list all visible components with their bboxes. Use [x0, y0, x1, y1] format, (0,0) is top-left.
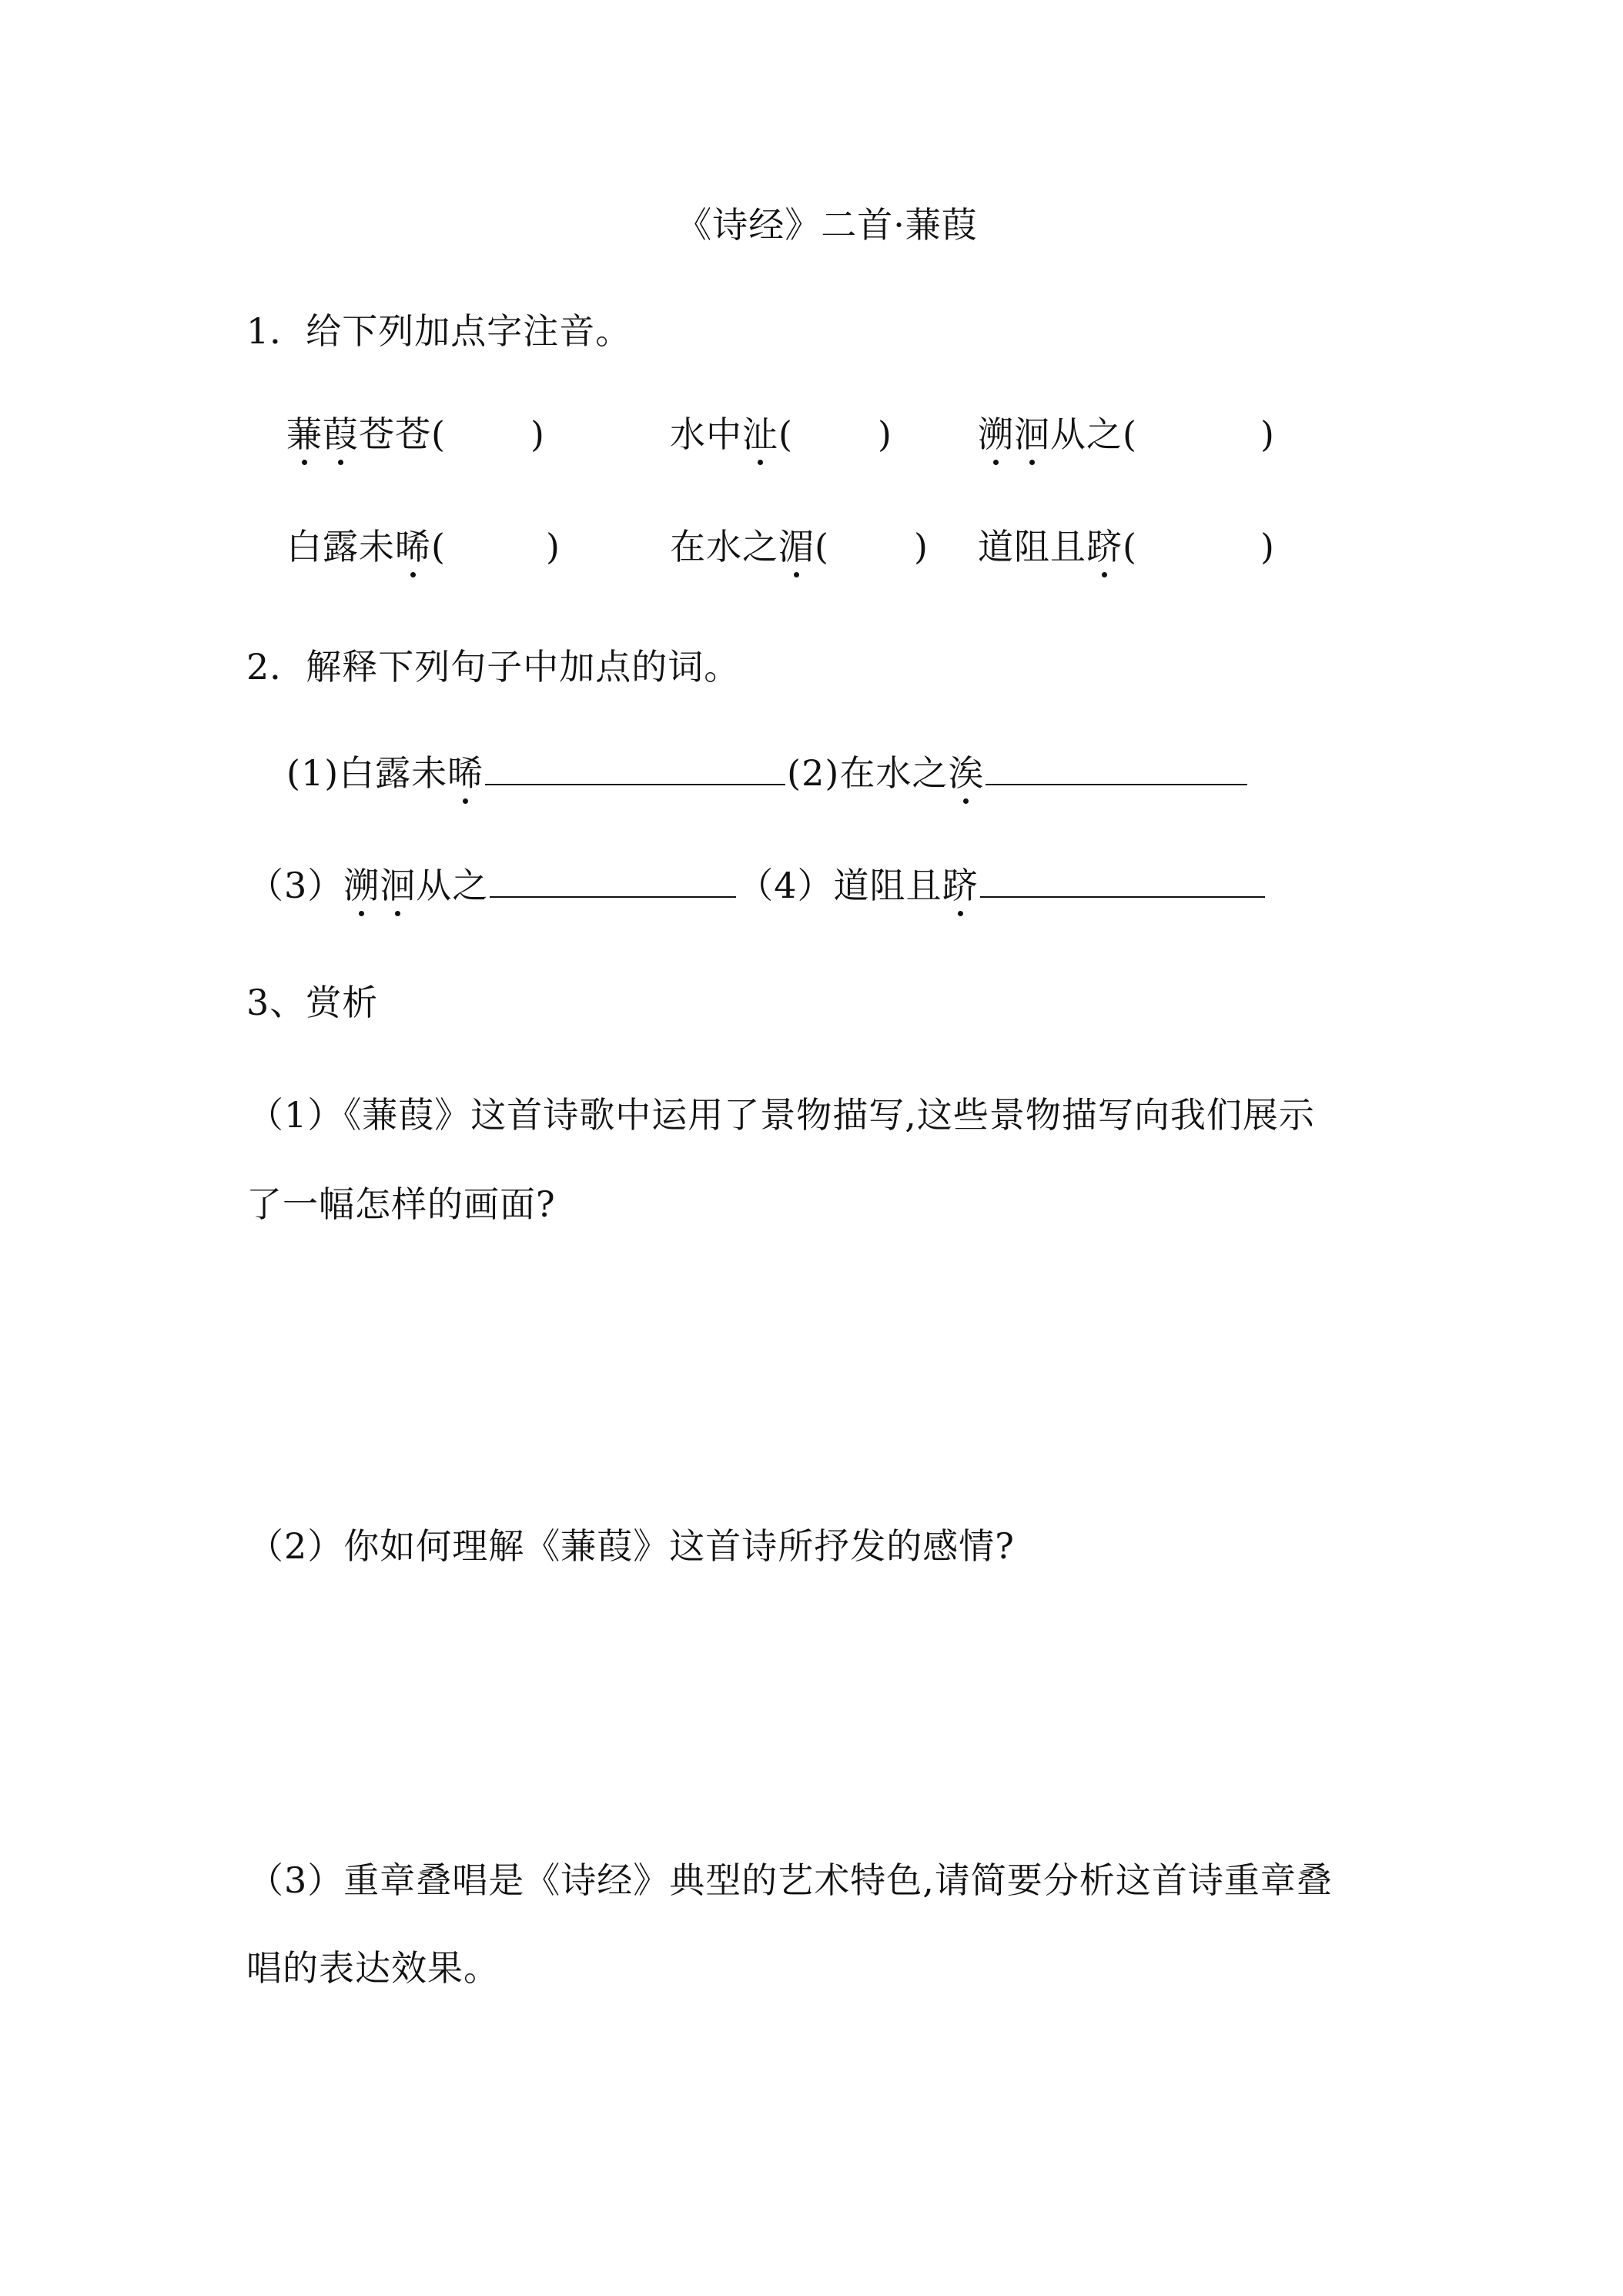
- item-text: 水中: [670, 413, 742, 455]
- item-text: 白露未: [286, 526, 395, 567]
- q3-sub3-answer-area[interactable]: [246, 2010, 1401, 2241]
- dotted-char: 蒹: [286, 411, 323, 457]
- close-paren: ): [913, 526, 929, 567]
- item-text: (1)白露未: [286, 752, 448, 794]
- dotted-char: 葭: [323, 411, 359, 457]
- q3-sub1-answer-area[interactable]: [246, 1247, 1401, 1509]
- item-text: （4）道阻且: [738, 865, 942, 906]
- item-text: 从之: [416, 865, 489, 906]
- answer-line[interactable]: [485, 750, 785, 785]
- dotted-char: 涘: [948, 750, 984, 796]
- dotted-char: 溯: [978, 411, 1014, 457]
- answer-line[interactable]: [980, 862, 1265, 898]
- q1-item-suhui: [978, 411, 1275, 457]
- open-paren: (: [815, 526, 829, 567]
- q1-item-mei: [670, 524, 929, 570]
- close-paren: ): [530, 413, 545, 455]
- open-paren: (: [778, 413, 793, 455]
- q1-item-zhi: [670, 411, 892, 457]
- q3-sub3-line1: （3）重章叠唱是《诗经》典型的艺术特色,请简要分析这首诗重章叠: [248, 1859, 1333, 1901]
- open-paren: (: [431, 526, 446, 567]
- q2-items-row1: [286, 750, 1249, 796]
- q3-sub2: （2）你如何理解《蒹葭》这首诗所抒发的感情?: [248, 1525, 1015, 1567]
- dotted-char: 溯: [343, 862, 380, 909]
- dotted-char: 洄: [1014, 411, 1050, 457]
- item-text: 道阻且: [978, 526, 1086, 567]
- item-text: 从之(: [1050, 413, 1137, 455]
- item-text: 在水之: [670, 526, 778, 567]
- dotted-char: 晞: [395, 524, 431, 570]
- q3-prompt: 3、赏析: [246, 982, 379, 1023]
- dotted-char: 晞: [447, 750, 484, 796]
- q1-prompt: 1．给下列加点字注音。: [246, 310, 632, 352]
- dotted-char: 湄: [778, 524, 815, 570]
- close-paren: ): [1260, 413, 1275, 455]
- dotted-char: 跻: [1086, 524, 1123, 570]
- answer-line[interactable]: [490, 862, 736, 898]
- item-text: 苍苍(: [359, 413, 446, 455]
- item-text: （3）: [248, 865, 344, 906]
- q1-item-xi: [286, 524, 561, 570]
- q1-item-ji: [978, 524, 1275, 570]
- close-paren: ): [877, 413, 892, 455]
- q1-item-jianjia: [286, 411, 545, 457]
- dotted-char: 跻: [942, 862, 979, 909]
- q2-prompt: 2．解释下列句子中加点的词。: [246, 646, 741, 688]
- open-paren: (: [1123, 526, 1137, 567]
- q3-sub1-line1: （1）《蒹葭》这首诗歌中运用了景物描写,这些景物描写向我们展示: [248, 1094, 1315, 1136]
- answer-line[interactable]: [986, 750, 1247, 785]
- close-paren: ): [545, 526, 561, 567]
- q2-items-row2: [248, 862, 1267, 909]
- dotted-char: 沚: [742, 411, 778, 457]
- close-paren: ): [1260, 526, 1275, 567]
- dotted-char: 洄: [380, 862, 416, 909]
- q3-sub1-line2: 了一幅怎样的画面?: [246, 1183, 556, 1225]
- page-title: 《诗经》二首·蒹葭: [676, 204, 978, 246]
- item-text: (2)在水之: [787, 752, 949, 794]
- q3-sub3-line2: 唱的表达效果。: [246, 1947, 500, 1989]
- q3-sub2-answer-area[interactable]: [246, 1586, 1401, 1848]
